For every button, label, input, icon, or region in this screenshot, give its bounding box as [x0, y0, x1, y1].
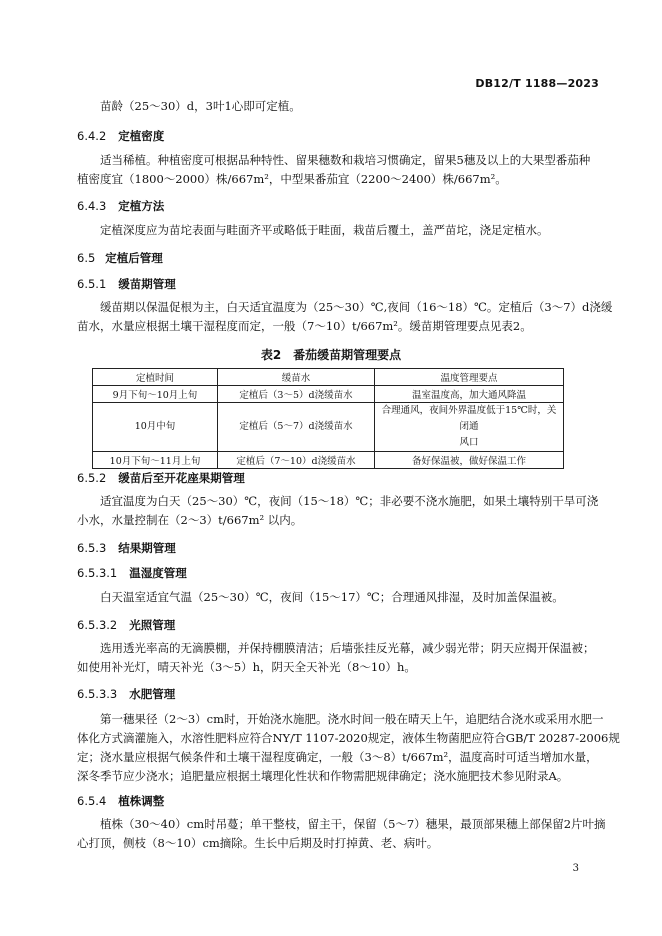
- cell-seedling-water: 定植后（5～7）d浇缓苗水: [218, 403, 375, 452]
- text-line: 缓苗期以保温促根为主，白天适宜温度为（25～30）℃,夜间（16～18）℃。定植后（3～7）d浇缓: [100, 300, 613, 314]
- section-title: 定植方法: [118, 199, 165, 213]
- text-line: 深冬季节应少浇水；追肥量应根据土壤理化性状和作物需肥规律确定；浇水施肥技术参见附录A。: [77, 769, 569, 783]
- section-heading-6-5-3-3: [77, 686, 175, 702]
- text-line: 苗龄（25～30）d，3叶1心即可定植。: [100, 99, 301, 113]
- section-number: 6.5.2: [77, 471, 107, 485]
- text-line: 植密度宜（1800～2000）株/667m²，中型果番茄宜（2200～2400）株/667m²。: [77, 172, 507, 186]
- section-title: 结果期管理: [118, 541, 176, 555]
- paragraph: [77, 492, 599, 530]
- section-heading-6-4-2: [77, 128, 164, 144]
- section-number: 6.5.3.2: [77, 618, 118, 632]
- section-title: 缓苗后至开花座果期管理: [118, 471, 245, 485]
- text-line: 定植深度应为苗坨表面与畦面齐平或略低于畦面，栽苗后覆土，盖严苗坨，浇足定植水。: [100, 223, 549, 237]
- section-title: 植株调整: [118, 794, 165, 808]
- paragraph: [77, 151, 591, 189]
- paragraph: [77, 815, 606, 853]
- cell-temperature-points: 备好保温被，做好保温工作: [375, 452, 564, 469]
- document-code: DB12/T 1188—2023: [475, 77, 599, 90]
- seedling-management-table: [92, 368, 564, 469]
- paragraph: [77, 298, 613, 336]
- section-number: 6.5.3.1: [77, 566, 118, 580]
- column-header: 温度管理要点: [375, 369, 564, 386]
- column-header: 定植时间: [93, 369, 218, 386]
- section-number: 6.5.1: [77, 277, 107, 291]
- section-number: 6.5: [77, 251, 96, 265]
- section-number: 6.5.4: [77, 794, 107, 808]
- cell-seedling-water: 定植后（3～5）d浇缓苗水: [218, 386, 375, 403]
- section-heading-6-5: [77, 250, 163, 266]
- section-title: 光照管理: [129, 618, 176, 632]
- column-header: 缓苗水: [218, 369, 375, 386]
- cell-planting-time: 10月下旬～11月上旬: [93, 452, 218, 469]
- section-heading-6-5-3: [77, 540, 176, 556]
- section-title: 温湿度管理: [129, 566, 187, 580]
- page-number: 3: [572, 863, 579, 874]
- text-line: 小水，水量控制在（2～3）t/667m² 以内。: [77, 513, 303, 527]
- cell-temperature-points: [375, 403, 564, 452]
- cell-planting-time: 10月中旬: [93, 403, 218, 452]
- text-line: 选用透光率高的无滴膜棚，并保持棚膜清洁；后墙张挂反光幕，减少弱光带；阴天应揭开保温被；: [100, 641, 595, 655]
- text-line: 体化方式滴灌施入，水溶性肥料应符合NY/T 1107-2020规定，液体生物菌肥应符合GB/T 20287-2006规: [77, 731, 620, 745]
- paragraph: [77, 710, 620, 786]
- table-caption: 表2 番茄缓苗期管理要点: [260, 348, 402, 362]
- section-number: 6.4.3: [77, 199, 107, 213]
- section-heading-6-5-3-2: [77, 617, 175, 633]
- paragraph: [77, 97, 591, 116]
- section-heading-6-5-1: [77, 276, 176, 292]
- section-number: 6.5.3: [77, 541, 107, 555]
- section-title: 定植后管理: [105, 251, 163, 265]
- text-line: 心打顶，侧枝（8～10）cm摘除。生长中后期及时打掉黄、老、病叶。: [77, 836, 439, 850]
- paragraph: [77, 639, 595, 677]
- section-title: 缓苗期管理: [118, 277, 176, 291]
- table-row: [93, 403, 564, 452]
- section-heading-6-5-4: [77, 793, 164, 809]
- section-heading-6-5-3-1: [77, 565, 187, 581]
- section-number: 6.4.2: [77, 129, 107, 143]
- cell-line: 风口: [459, 437, 479, 448]
- cell-seedling-water: 定植后（7～10）d浇缓苗水: [218, 452, 375, 469]
- text-line: 植株（30～40）cm时吊蔓；单干整枝，留主干，保留（5～7）穗果，最顶部果穗上部保留2片叶摘: [100, 817, 606, 831]
- section-heading-6-4-3: [77, 198, 164, 214]
- cell-temperature-points: 温室温度高，加大通风降温: [375, 386, 564, 403]
- section-title: 定植密度: [118, 129, 165, 143]
- table-row: [93, 386, 564, 403]
- cell-line: 合理通风，夜间外界温度低于15℃时，关闭通: [381, 405, 557, 432]
- text-line: 适宜温度为白天（25～30）℃，夜间（15～18）℃；非必要不浇水施肥，如果土壤特别干旱可浇: [100, 494, 599, 508]
- paragraph: [77, 588, 591, 607]
- cell-planting-time: 9月下旬～10月上旬: [93, 386, 218, 403]
- section-title: 水肥管理: [129, 687, 176, 701]
- text-line: 适当稀植。种植密度可根据品种特性、留果穗数和栽培习惯确定，留果5穗及以上的大果型番茄种: [100, 153, 591, 167]
- table-header-row: [93, 369, 564, 386]
- section-heading-6-5-2: [77, 470, 245, 486]
- text-line: 如使用补光灯，晴天补光（3～5）h，阴天全天补光（8～10）h。: [77, 660, 416, 674]
- paragraph: [77, 221, 591, 240]
- section-number: 6.5.3.3: [77, 687, 118, 701]
- text-line: 第一穗果径（2～3）cm时，开始浇水施肥。浇水时间一般在晴天上午，追肥结合浇水或采用水肥一: [100, 712, 604, 726]
- text-line: 白天温室适宜气温（25～30）℃，夜间（15～17）℃；合理通风排湿，及时加盖保温被。: [100, 590, 564, 604]
- text-line: 定；浇水量应根据气候条件和土壤干湿程度确定，一般（3～8）t/667m²，温度高时可适当增加水量，: [77, 750, 598, 764]
- table-row: [93, 452, 564, 469]
- text-line: 苗水，水量应根据土壤干湿程度而定，一般（7～10）t/667m²。缓苗期管理要点见表2。: [77, 319, 532, 333]
